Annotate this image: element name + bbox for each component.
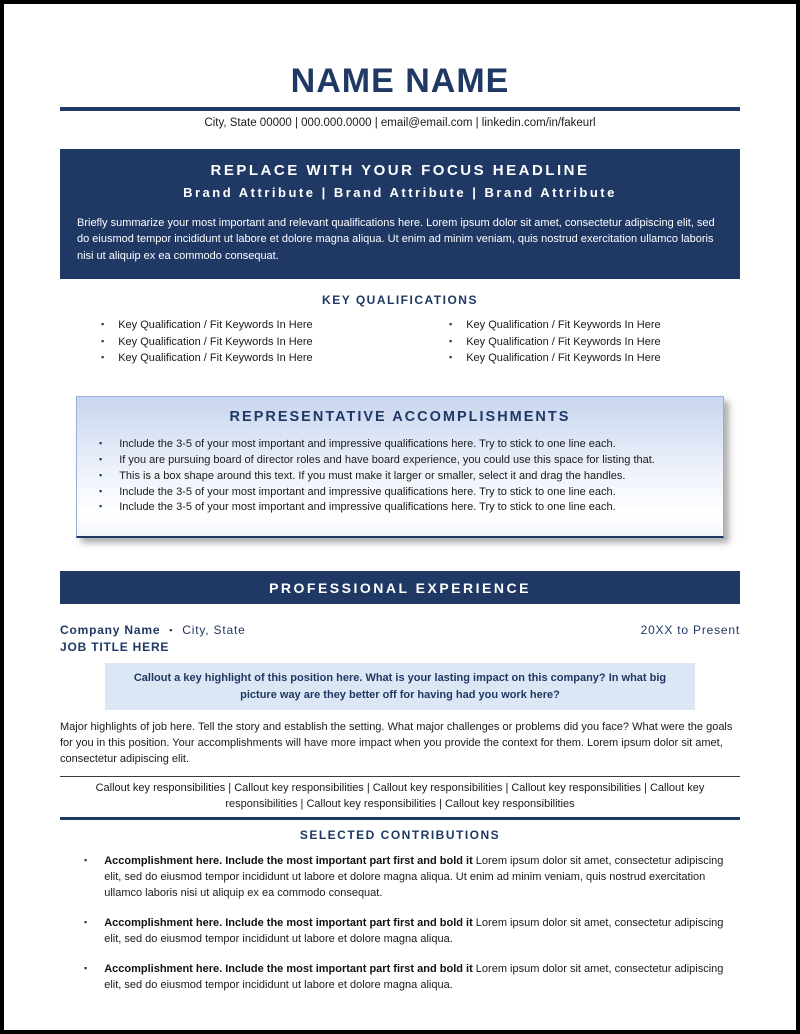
summary-text: Briefly summarize your most important and relevant qualifications here. Lorem ipsum dolor sit amet, consectetur adipiscing elit, sed do eiusmod tempor incididunt ut labore et dolore magna aliqua. Ut enim ad minim veniam, quis nostrud exercitation ullamco laboris nisi ut aliquip ex ea commodo consequat. — [77, 216, 715, 262]
kq-item-label: Key Qualification / Fit Keywords In Here — [466, 352, 661, 365]
accomplishments-list — [99, 437, 701, 517]
kq-item — [101, 334, 351, 351]
company-row — [60, 623, 740, 637]
company-location: City, State — [182, 623, 246, 638]
contribution-lead: Accomplishment here. Include the most important part first and bold it — [104, 962, 473, 975]
key-qualifications-columns — [60, 317, 740, 367]
bullet-square-icon: ▪ — [99, 453, 103, 464]
name-divider — [60, 107, 740, 111]
accomplishment-text: If you are pursuing board of director roles and have board experience, you could use this space for listing that. — [119, 453, 655, 466]
contribution-text — [104, 916, 740, 948]
bullet-square-icon: ▪ — [99, 485, 103, 496]
accomplishment-item — [99, 437, 701, 453]
contribution-lead: Accomplishment here. Include the most important part first and bold it — [104, 916, 473, 929]
contribution-text — [104, 962, 740, 994]
bullet-square-icon: ▪ — [101, 335, 105, 346]
kq-item-label: Key Qualification / Fit Keywords In Here — [466, 319, 661, 332]
accomplishment-text: Include the 3-5 of your most important and impressive qualifications here. Try to stick to one line each. — [119, 485, 616, 498]
separator-square-icon: ▪ — [169, 625, 174, 636]
bullet-square-icon: ▪ — [101, 352, 105, 363]
brand-attributes: Brand Attribute | Brand Attribute | Brand Attribute — [183, 184, 617, 200]
bullet-square-icon: ▪ — [99, 437, 103, 448]
highlight-callout: Callout a key highlight of this position here. What is your lasting impact on this company? In what big picture way are they better off for having had you work here? — [105, 663, 695, 710]
key-qualifications-heading: KEY QUALIFICATIONS — [322, 293, 478, 308]
accomplishment-text: This is a box shape around this text. If you must make it larger or smaller, select it and drag the handles. — [119, 469, 626, 482]
contribution-item — [60, 962, 740, 994]
accomplishments-box — [76, 396, 724, 539]
bullet-square-icon: ▪ — [101, 319, 105, 330]
accomplishments-heading: REPRESENTATIVE ACCOMPLISHMENTS — [229, 408, 571, 425]
kq-item — [101, 317, 351, 334]
contribution-body: Lorem ipsum dolor sit amet, consectetur adipiscing elit, sed do eiusmod tempor incididunt ut labore et dolore magna aliqua. Ut enim ad minim veniam, quis nostrud exercitation ullamco laboris nisi ut aliquip ex ea commodo consequat. — [104, 854, 724, 899]
kq-item — [101, 350, 351, 367]
focus-headline: REPLACE WITH YOUR FOCUS HEADLINE — [210, 161, 590, 179]
job-overview: Major highlights of job here. Tell the story and establish the setting. What major challenges or problems did you face? What were the goals for you in this position. Your accomplishments will have more impact when you provide the context for them. Lorem ipsum dolor sit amet, consectetur adipiscing elit. — [60, 721, 733, 766]
bullet-square-icon: ▪ — [99, 501, 103, 512]
contribution-body: Lorem ipsum dolor sit amet, consectetur adipiscing elit, sed do eiusmod tempor incididunt ut labore et dolore magna aliqua. — [104, 916, 724, 945]
company-location-group — [60, 623, 246, 637]
kq-item-label: Key Qualification / Fit Keywords In Here — [118, 352, 313, 365]
kq-item — [449, 350, 699, 367]
accomplishment-item — [99, 453, 701, 469]
responsibilities-callout: Callout key responsibilities | Callout key responsibilities | Callout key responsibilities | Callout key responsibilities | Callout key responsibilities | Callout key responsibilities | Callout key responsibilities — [60, 776, 740, 820]
contribution-lead: Accomplishment here. Include the most important part first and bold it — [104, 854, 473, 867]
kq-list-left — [101, 317, 351, 367]
accomplishment-item — [99, 485, 701, 501]
kq-item-label: Key Qualification / Fit Keywords In Here — [118, 335, 313, 348]
bullet-square-icon: ▪ — [84, 854, 88, 865]
accomplishment-text: Include the 3-5 of your most important and impressive qualifications here. Try to stick to one line each. — [119, 501, 616, 514]
contribution-item — [60, 854, 740, 902]
accomplishment-item — [99, 500, 701, 516]
bullet-square-icon: ▪ — [84, 962, 88, 973]
experience-heading: PROFESSIONAL EXPERIENCE — [269, 579, 531, 596]
selected-contributions-heading: SELECTED CONTRIBUTIONS — [299, 827, 501, 842]
kq-item — [449, 334, 699, 351]
contribution-text — [104, 854, 740, 902]
date-range: 20XX to Present — [640, 623, 740, 638]
accomplishment-item — [99, 469, 701, 485]
kq-item-label: Key Qualification / Fit Keywords In Here — [466, 335, 661, 348]
resume-page — [4, 64, 796, 994]
key-qualifications-section — [60, 293, 740, 367]
kq-list-right — [449, 317, 699, 367]
experience-banner — [60, 571, 740, 604]
contribution-item — [60, 916, 740, 948]
contributions-list — [60, 854, 740, 994]
kq-item — [449, 317, 699, 334]
contact-line: City, State 00000 | 000.000.0000 | email@email.com | linkedin.com/in/fakeurl — [204, 116, 596, 129]
bullet-square-icon: ▪ — [449, 319, 453, 330]
kq-item-label: Key Qualification / Fit Keywords In Here — [118, 319, 313, 332]
company-name: Company Name — [60, 623, 161, 638]
bullet-square-icon: ▪ — [449, 352, 453, 363]
focus-banner — [60, 149, 740, 280]
bullet-square-icon: ▪ — [449, 335, 453, 346]
accomplishment-text: Include the 3-5 of your most important and impressive qualifications here. Try to stick to one line each. — [119, 437, 616, 450]
contribution-body: Lorem ipsum dolor sit amet, consectetur adipiscing elit, sed do eiusmod tempor incididunt ut labore et dolore magna aliqua. — [104, 962, 724, 991]
bullet-square-icon: ▪ — [99, 469, 103, 480]
bullet-square-icon: ▪ — [84, 916, 88, 927]
job-title: JOB TITLE HERE — [60, 640, 170, 655]
header-name: NAME NAME — [290, 62, 510, 100]
